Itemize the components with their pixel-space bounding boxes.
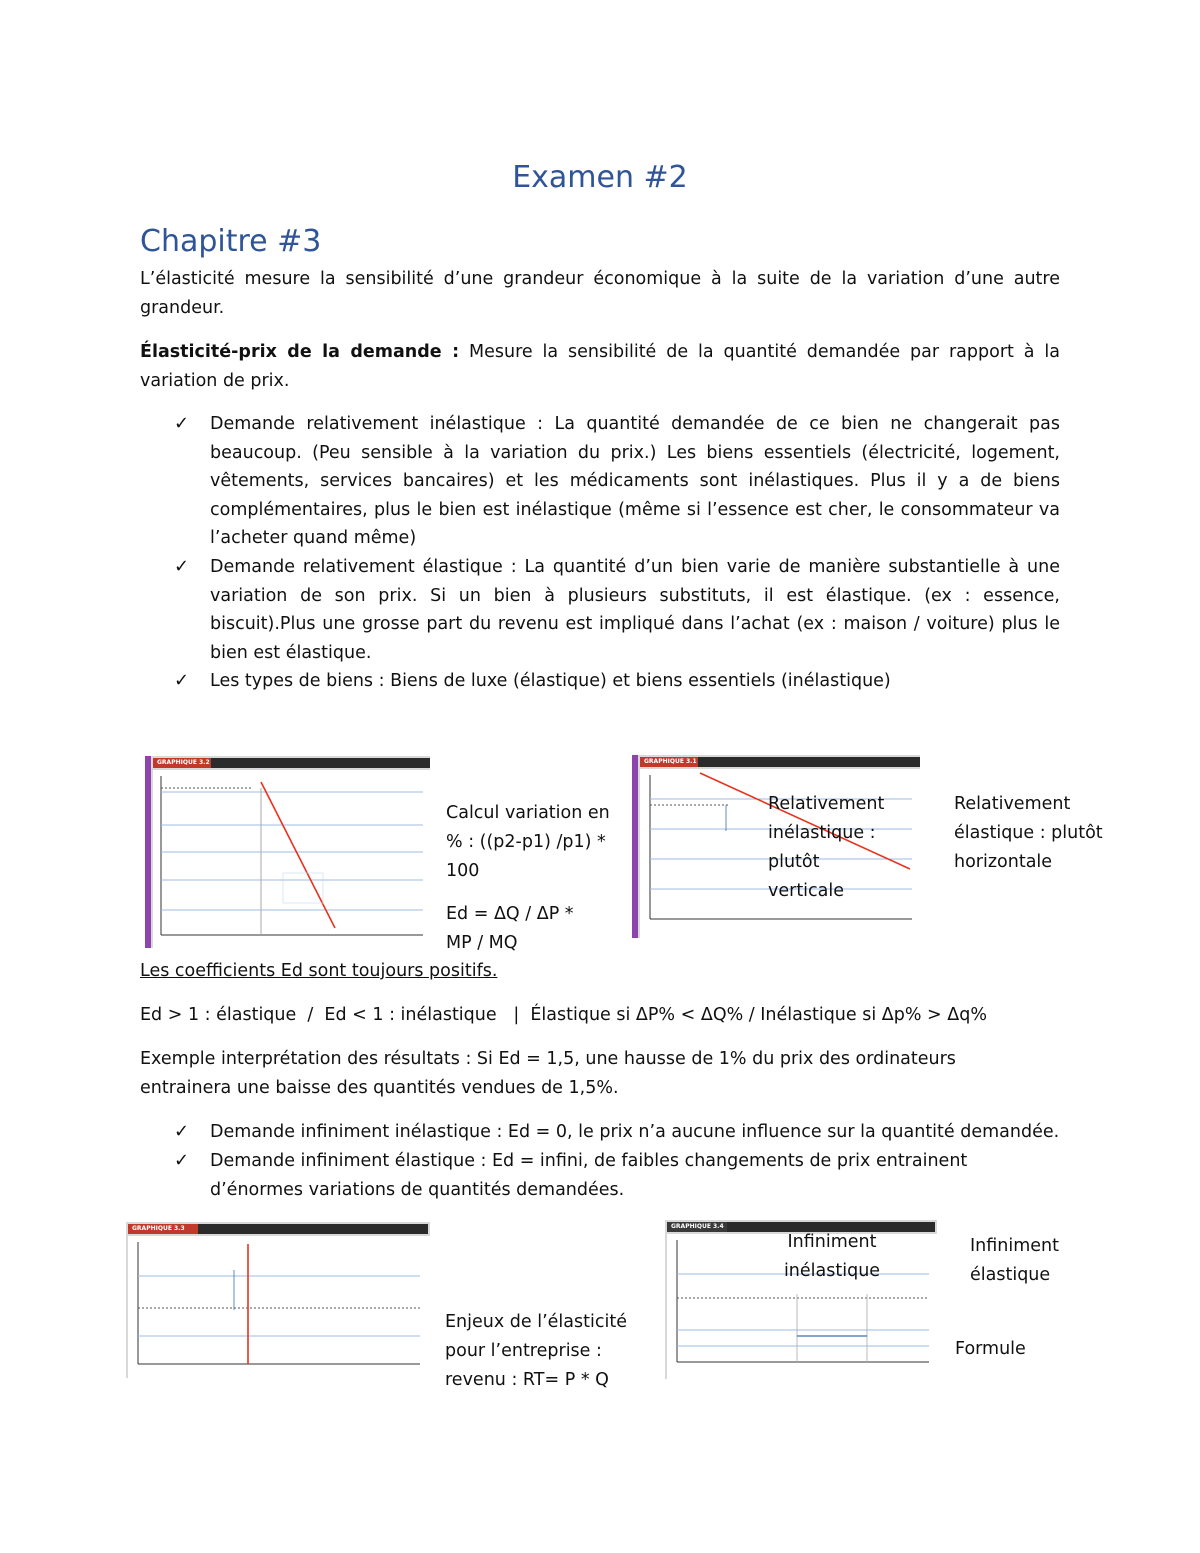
note-relatively-inelastic: Relativement inélastique : plutôt verticale xyxy=(768,794,885,901)
list-item: Demande relativement élastique : La quantité d’un bien varie de manière substantielle à une variation de son prix. Si un bien à plusieurs substituts, il est élastique. (ex : essence, biscuit).Plus une grosse part du revenu est impliqué dans l’achat (ex : maison / voiture) plus le bien est élastique. xyxy=(210,557,1060,663)
check-icon: ✓ xyxy=(174,1150,190,1171)
note-enjeux: Enjeux de l’élasticité pour l’entreprise : revenu : RT= P * Q xyxy=(445,1312,627,1390)
demand-curve-graphic xyxy=(128,1236,430,1378)
example-paragraph: Exemple interprétation des résultats : Si Ed = 1,5, une hausse de 1% du prix des ordinateurs entrainera une baisse des quantités vendues de 1,5%. xyxy=(140,1049,956,1098)
check-icon: ✓ xyxy=(174,670,190,691)
figure-tag: GRAPHIQUE 3.4 xyxy=(671,1223,724,1230)
check-icon: ✓ xyxy=(174,556,190,577)
demand-curve-graphic xyxy=(153,770,430,948)
note-calc-variation: Calcul variation en % : ((p2-p1) /p1) * 100 xyxy=(446,803,610,881)
definition-text: Mesure la sensibilité de la quantité demandée par rapport à la variation de prix. xyxy=(140,342,1060,391)
definition-paragraph xyxy=(140,338,1060,396)
note-formule: Formule xyxy=(955,1339,1026,1359)
list-item: Demande infiniment élastique : Ed = infini, de faibles changements de prix entrainent d’énormes variations de quantités demandées. xyxy=(210,1151,968,1200)
note-ed-formula: Ed = ΔQ / ΔP * MP / MQ xyxy=(446,904,574,953)
note-relatively-elastic: Relativement élastique : plutôt horizontale xyxy=(954,794,1103,872)
list-item: Les types de biens : Biens de luxe (élastique) et biens essentiels (inélastique) xyxy=(210,671,891,691)
figure-tag: GRAPHIQUE 3.3 xyxy=(132,1225,185,1232)
figure-tag: GRAPHIQUE 3.1 xyxy=(644,758,697,765)
page-title: Examen #2 xyxy=(512,160,688,195)
positive-coefficients-note: Les coefficients Ed sont toujours positifs. xyxy=(140,961,498,981)
figure-tag: GRAPHIQUE 3.2 xyxy=(157,759,210,766)
check-icon: ✓ xyxy=(174,1121,190,1142)
list-item: Demande infiniment inélastique : Ed = 0, le prix n’a aucune influence sur la quantité demandée. xyxy=(210,1122,1060,1142)
chapter-heading: Chapitre #3 xyxy=(140,224,322,259)
note-infinitely-inelastic: Infiniment inélastique xyxy=(783,1232,881,1281)
note-infinitely-elastic: Infiniment élastique xyxy=(970,1236,1059,1285)
definition-term: Élasticité-prix de la demande : xyxy=(140,342,460,362)
list-item: Demande relativement inélastique : La quantité demandée de ce bien ne changerait pas beaucoup. (Peu sensible à la variation du prix.) Les biens essentiels (électricité, logement, vêtements, services bancaires) et les médicaments sont inélastiques. Plus il y a de biens complémentaires, plus le bien est inélastique (même si l’essence est cher, le consommateur va l’acheter quand même) xyxy=(210,414,1060,548)
elasticity-rule: Ed > 1 : élastique / Ed < 1 : inélastique | Élastique si ΔP% < ΔQ% / Inélastique si Δp% > Δq% xyxy=(140,1005,987,1025)
check-icon: ✓ xyxy=(174,413,190,434)
chart-infinitely-inelastic xyxy=(126,1222,430,1378)
intro-paragraph: L’élasticité mesure la sensibilité d’une grandeur économique à la suite de la variation d’une autre grandeur. xyxy=(140,269,1060,318)
chart-relatively-inelastic xyxy=(145,756,430,948)
